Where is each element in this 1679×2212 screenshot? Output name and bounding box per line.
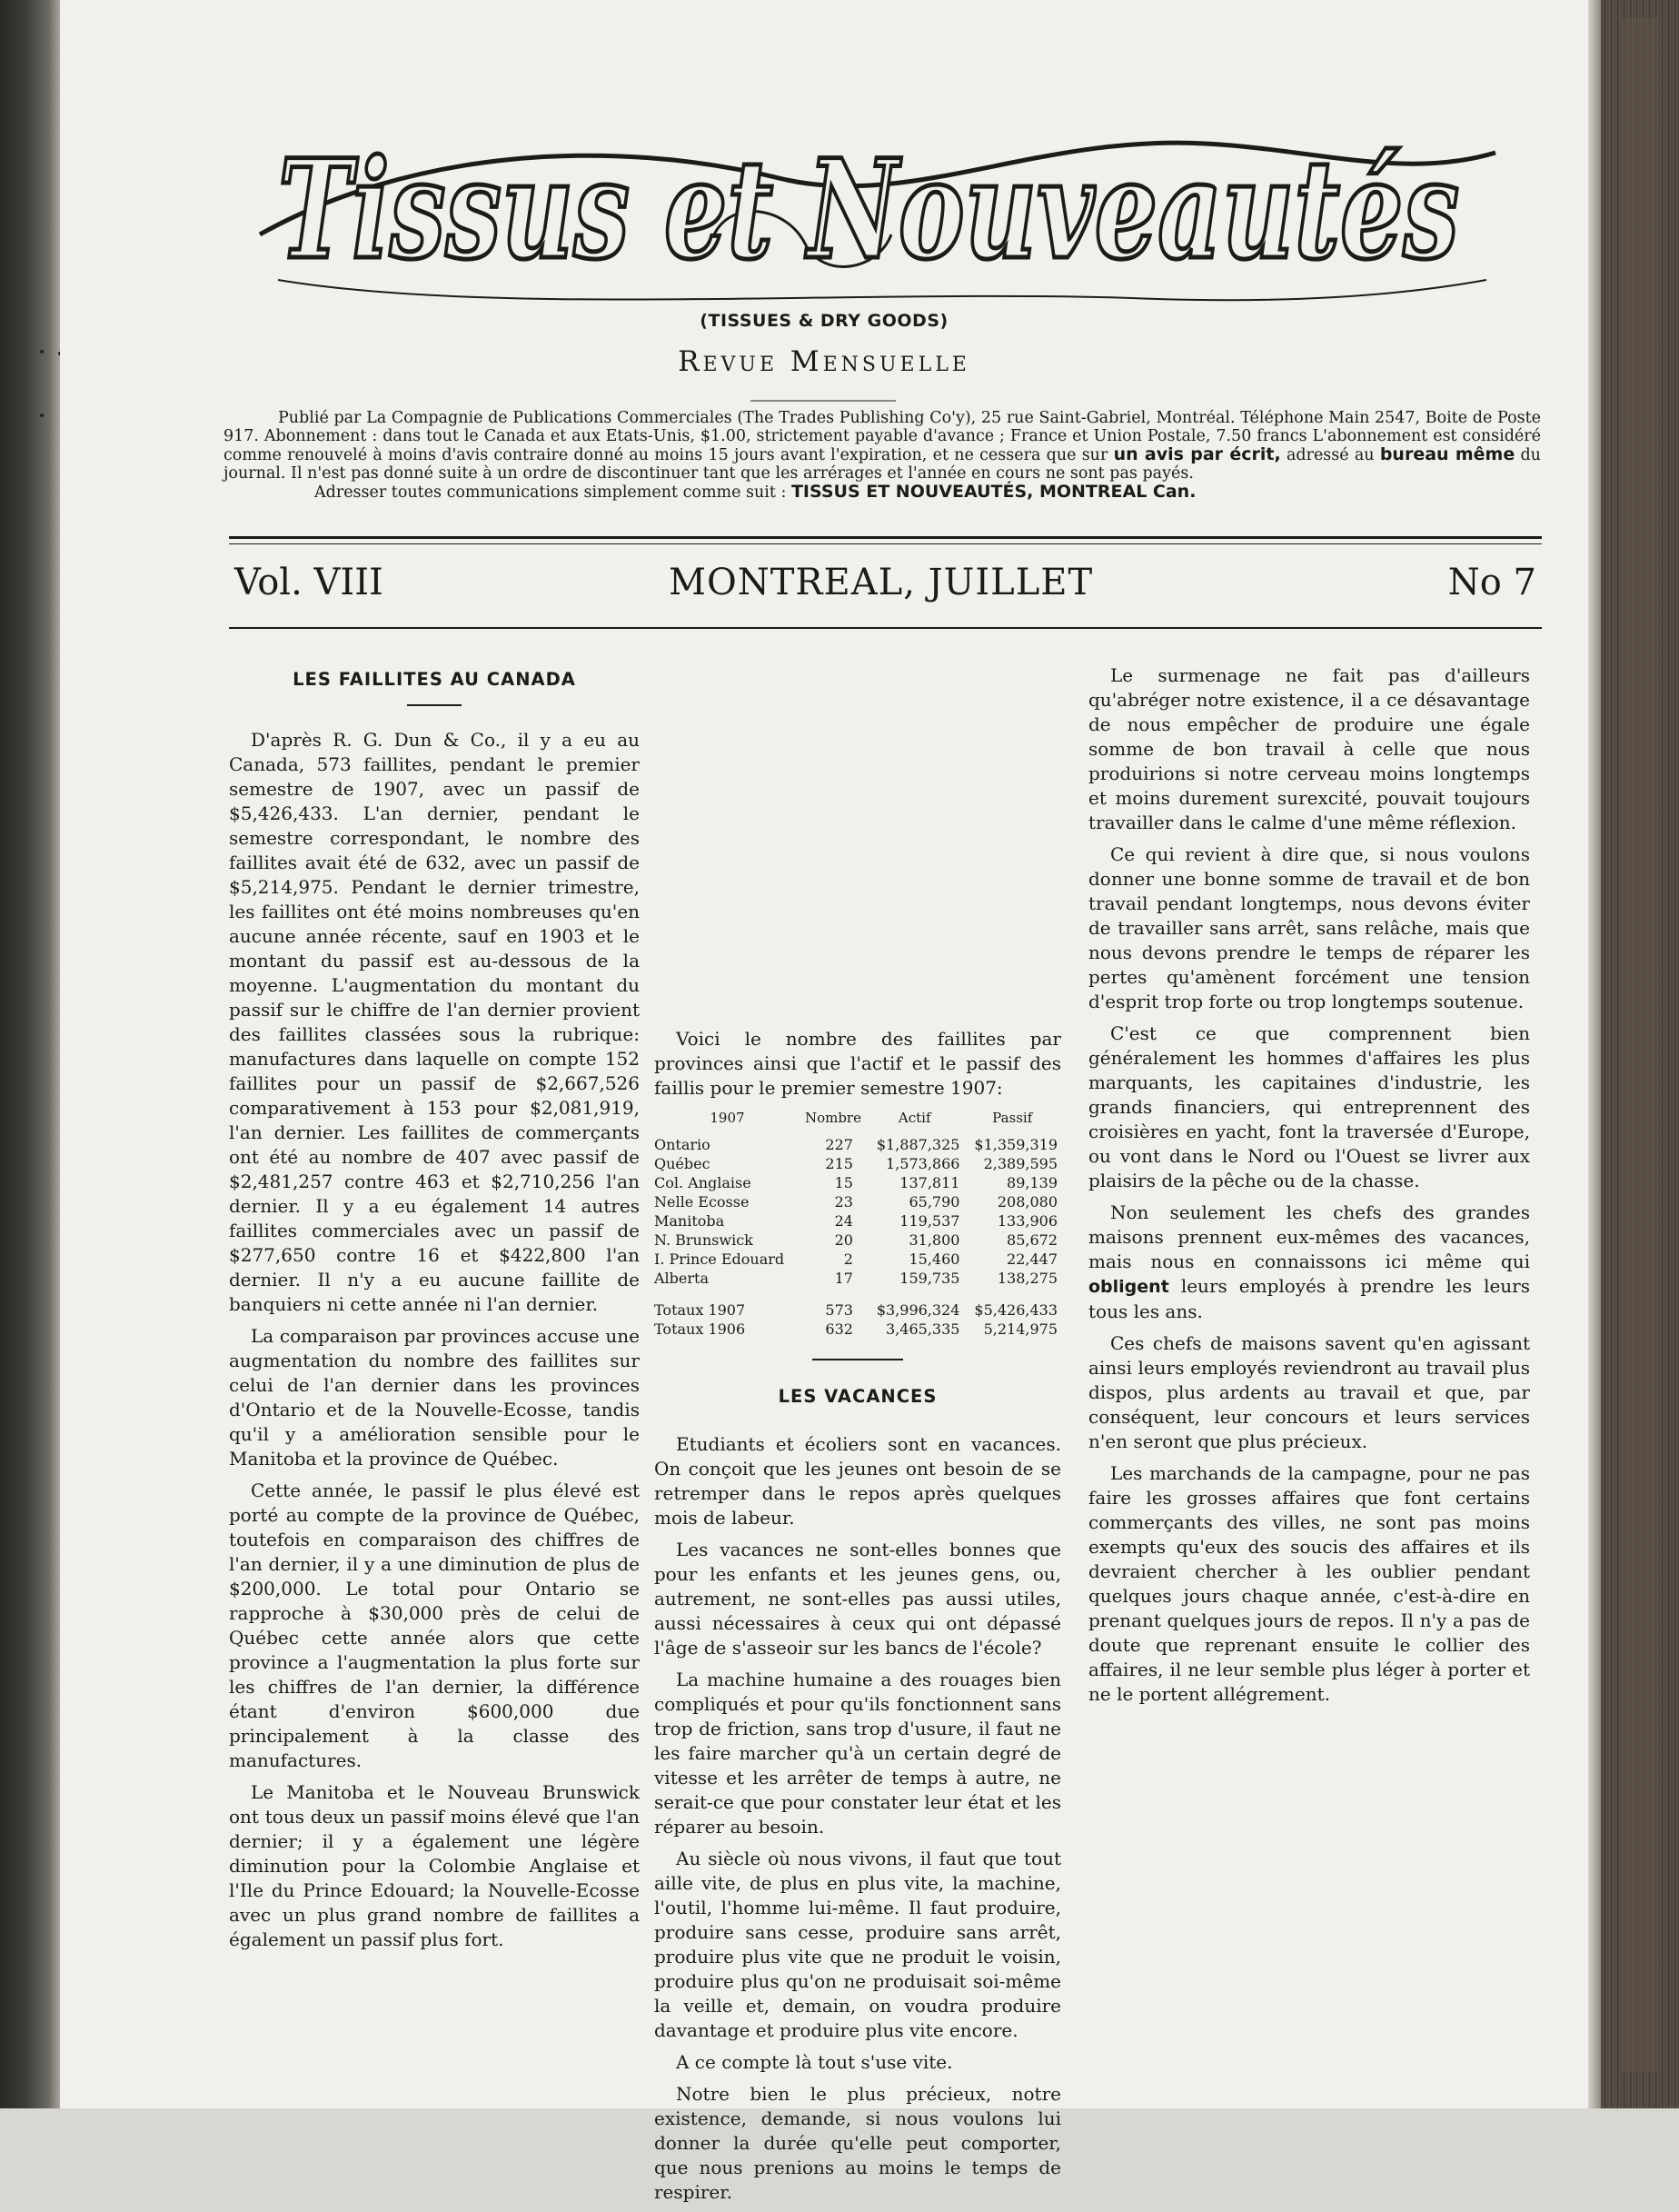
masthead-divider: [750, 400, 896, 402]
paragraph-text: Non seulement les chefs des grandes maisons prennent eux-mêmes des vacances, mais nous en connaissons ici même qui: [1088, 1201, 1530, 1272]
article-paragraph: Cette année, le passif le plus élevé est porté au compte de la province de Québec, toutefois en comparaison des chiffres de l'an dernier, il y a une diminution de plus de $200,000. Le total pour Ontario se rapproche à $30,000 près de celui de Québec cette année alors que cette province a l'augmentation la plus forte sur les chiffres de l'an dernier, la différence étant d'environ $600,000 due principalement à la classe des manufactures.: [229, 1480, 640, 1771]
table-row: I. Prince Edouard 2 15,460 22,447: [654, 1250, 1058, 1268]
masthead: [60, 0, 1588, 536]
article-paragraph: Le Manitoba et le Nouveau Brunswick ont tous deux un passif moins élevé que l'an dernier; il y a également une légère diminution pour la Colombie Anglaise et l'Ile du Prince Edouard; la Nouvelle-Ecosse avec un plus grand nombre de faillites a également un passif plus fort.: [229, 1781, 640, 1950]
article-paragraph: Les marchands de la campagne, pour ne pas faire les grosses affaires que font certains commerçants des villes, ne sont pas moins exempts qu'eux des soucis des affaires et ils devraient chercher à les oublier pendant quelques jours chaque année, c'est-à-dire en prenant quelques jours de repos. Il n'y a pas de doute que reprenant ensuite le collier des affaires, il ne leur semble plus léger à porter et ne le portent allégrement.: [1088, 1462, 1530, 1705]
article-paragraph: Notre bien le plus précieux, notre existence, demande, si nous voulons lui donner la durée qu'elle peut comporter, que nous prenions au moins le temps de respirer.: [654, 2083, 1061, 2203]
table-row: Manitoba 24 119,537 133,906: [654, 1212, 1058, 1230]
issue-line: [229, 562, 1542, 607]
header-rule: [229, 627, 1542, 629]
article-paragraph: Ces chefs de maisons savent qu'en agissant ainsi leurs employés reviendront au travail plus dispos, plus ardents au travail et que, par conséquent, leur concours et leurs services n'en seront que plus précieux.: [1088, 1332, 1530, 1452]
article-paragraph: Voici le nombre des faillites par provinces ainsi que l'actif et le passif des faillis pour le premier semestre 1907:: [654, 1028, 1061, 1099]
article-separator: [812, 1359, 903, 1360]
table-total-row: Totaux 1907 573 $3,996,324 $5,426,433: [654, 1301, 1058, 1319]
article-paragraph: [1088, 1201, 1530, 1324]
imprint-bold: TISSUS ET NOUVEAUTÉS, MONTREAL Can.: [790, 482, 1197, 502]
article-paragraph: La comparaison par provinces accuse une augmentation du nombre des faillites sur celui de l'an dernier dans les provinces d'Ontario et de la Nouvelle-Ecosse, tandis qu'il y a amélioration sensible pour le Manitoba et la province de Québec.: [229, 1325, 640, 1470]
article-paragraph: Ce qui revient à dire que, si nous voulons donner une bonne somme de travail et de bon travail pendant longtemps, nous devons éviter de travailler sans arrêt, sans relâche, mais que nous devons prendre le temps de réparer les pertes qu'amènent forcément une tension d'esprit trop forte ou trop longtemps soutenue.: [1088, 843, 1530, 1012]
table-row: Alberta 17 159,735 138,275: [654, 1270, 1058, 1287]
issue-number: No 7: [1447, 562, 1536, 603]
table-header: 1907: [710, 1110, 745, 1126]
column-3: [1088, 663, 1530, 1714]
header-rule: [229, 536, 1542, 539]
failures-table: [654, 1108, 1061, 1339]
header-rule: [229, 543, 1542, 544]
article-title: LES VACANCES: [778, 1386, 938, 1407]
imprint: [224, 409, 1541, 502]
article-paragraph: Les vacances ne sont-elles bonnes que pour les enfants et les jeunes gens, ou, autrement, ne sont-elles pas aussi utiles, aussi nécessaires à ceux qui ont dépassé l'âge de s'asseoir sur les bancs de l'école?: [654, 1539, 1061, 1659]
table-row: N. Brunswick 20 31,800 85,672: [654, 1231, 1058, 1249]
imprint-text: Adresser toutes communications simplement comme suit :: [314, 483, 787, 502]
table-header: Nombre: [804, 1110, 861, 1126]
imprint-text: adressé au: [1286, 446, 1375, 464]
column-2: [654, 1027, 1061, 2212]
table-total-row: Totaux 1906 632 3,465,335 5,214,975: [654, 1320, 1058, 1338]
article-paragraph: A ce compte là tout s'use vite.: [676, 2051, 953, 2073]
title-rule: [407, 704, 462, 706]
article-paragraph: La machine humaine a des rouages bien compliqués et pour qu'ils fonctionnent sans trop de friction, sans trop d'usure, il faut ne les faire marcher qu'à un certain degré de vitesse et les arrêter de temps à autre, ne serait-ce que pour constater leur état et les réparer au besoin.: [654, 1669, 1061, 1838]
newspaper-page: [60, 0, 1588, 2203]
binding-right-edge: [1588, 0, 1679, 2108]
table-row: Col. Anglaise 15 137,811 89,139: [654, 1174, 1058, 1191]
imprint-bold: bureau même: [1379, 444, 1515, 464]
table-header: Actif: [898, 1110, 931, 1126]
table-header: Passif: [992, 1110, 1033, 1126]
article-paragraph: Etudiants et écoliers sont en vacances. On conçoit que les jeunes ont besoin de se retremper dans le repos après quelques mois de labeur.: [654, 1433, 1061, 1529]
binding-left-edge: [0, 0, 60, 2108]
table-row: Nelle Ecosse 23 65,790 208,080: [654, 1193, 1058, 1211]
imprint-bold: un avis par écrit,: [1113, 444, 1281, 464]
imprint-text: Publié par La Compagnie de Publications Commerciales (The Trades Publishing Co'y), 25 rue Saint-Gabriel, Montréal. Téléphone Main 2547, Boite de Poste 917. Abonnement : dans tout le Canada et aux Etats-Unis, $1.00, strictement payable d'avance ; France et Union Postale, 7.50 francs L'abonnement est considéré comme renouvelé à moins d'avis contraire donné au moins 15 jours avant l'expiration, et ne cessera que sur: [224, 409, 1541, 464]
article-paragraph: Le surmenage ne fait pas d'ailleurs qu'abréger notre existence, il a ce désavantage de nous empêcher de produire une égale somme de bon travail à celle que nous produirions si notre cerveau moins longtemps et moins durement surexcité, pouvait toujours travailler dans le calme d'une même réflexion.: [1088, 664, 1530, 833]
table-row: Ontario 227 $1,887,325 $1,359,319: [654, 1136, 1058, 1153]
article-paragraph: C'est ce que comprennent bien généralement les hommes d'affaires les plus marquants, les capitaines d'industrie, les grands financiers, qui entreprennent des croisières en yacht, font la traversée d'Europe, ou vont dans le Nord ou l'Ouest se livrer aux plaisirs de la pêche ou de la chasse.: [1088, 1022, 1530, 1191]
logo-text: Tissus et Nouveautés: [278, 130, 1459, 290]
dateline: MONTREAL, JUILLET: [669, 562, 1094, 603]
masthead-subtitle: (TISSUES & DRY GOODS): [700, 311, 949, 331]
article-paragraph: Au siècle où nous vivons, il faut que tout aille vite, de plus en plus vite, la machine, l'outil, l'homme lui-même. Il faut produire, produire sans cesse, produire sans arrêt, produire plus vite que ne produit le voisin, produire plus qu'on ne produisait soi-même la veille et, demain, on voudra produire davantage et produire plus vite encore.: [654, 1848, 1061, 2041]
column-1: [229, 663, 640, 1952]
table-row: Québec 215 1,573,866 2,389,595: [654, 1155, 1058, 1172]
paragraph-text: leurs employés à prendre les leurs tous les ans.: [1088, 1275, 1531, 1322]
masthead-revue: Revue Mensuelle: [678, 345, 970, 378]
article-paragraph: D'après R. G. Dun & Co., il y a eu au Canada, 573 faillites, pendant le premier semestre de 1907, avec un passif de $5,426,433. L'an dernier, pendant le semestre correspondant, le nombre des faillites avait été de 632, avec un passif de $5,214,975. Pendant le dernier trimestre, les faillites ont été moins nombreuses qu'en aucune année récente, sauf en 1903 et le montant du passif est au-dessous de la moyenne. L'augmentation du montant du passif sur le chiffre de l'an dernier provient des faillites classées sous la rubrique: manufactures dans laquelle on compte 152 faillites pour un passif de $2,667,526 comparativement à 153 pour $2,081,919, l'an dernier. Les faillites de commerçants ont été au nombre de 407 avec passif de $2,481,257 contre 463 et $2,710,256 l'an dernier. Il y a eu également 14 autres faillites commerciales avec un passif de $277,650 contre 16 et $422,800 l'an dernier. Il n'y a eu aucune faillite de banquiers ni cette année ni l'an dernier.: [229, 729, 640, 1315]
imprint-text: du journal. Il n'est pas donné suite à un ordre de discontinuer tant que les arrérages et l'année en cours ne sont pas payés.: [224, 446, 1541, 483]
article-title: LES FAILLITES AU CANADA: [293, 669, 576, 690]
volume-label: Vol. VIII: [234, 562, 383, 603]
masthead-logo: [224, 98, 1514, 325]
emphasis-text: obligent: [1088, 1277, 1169, 1297]
